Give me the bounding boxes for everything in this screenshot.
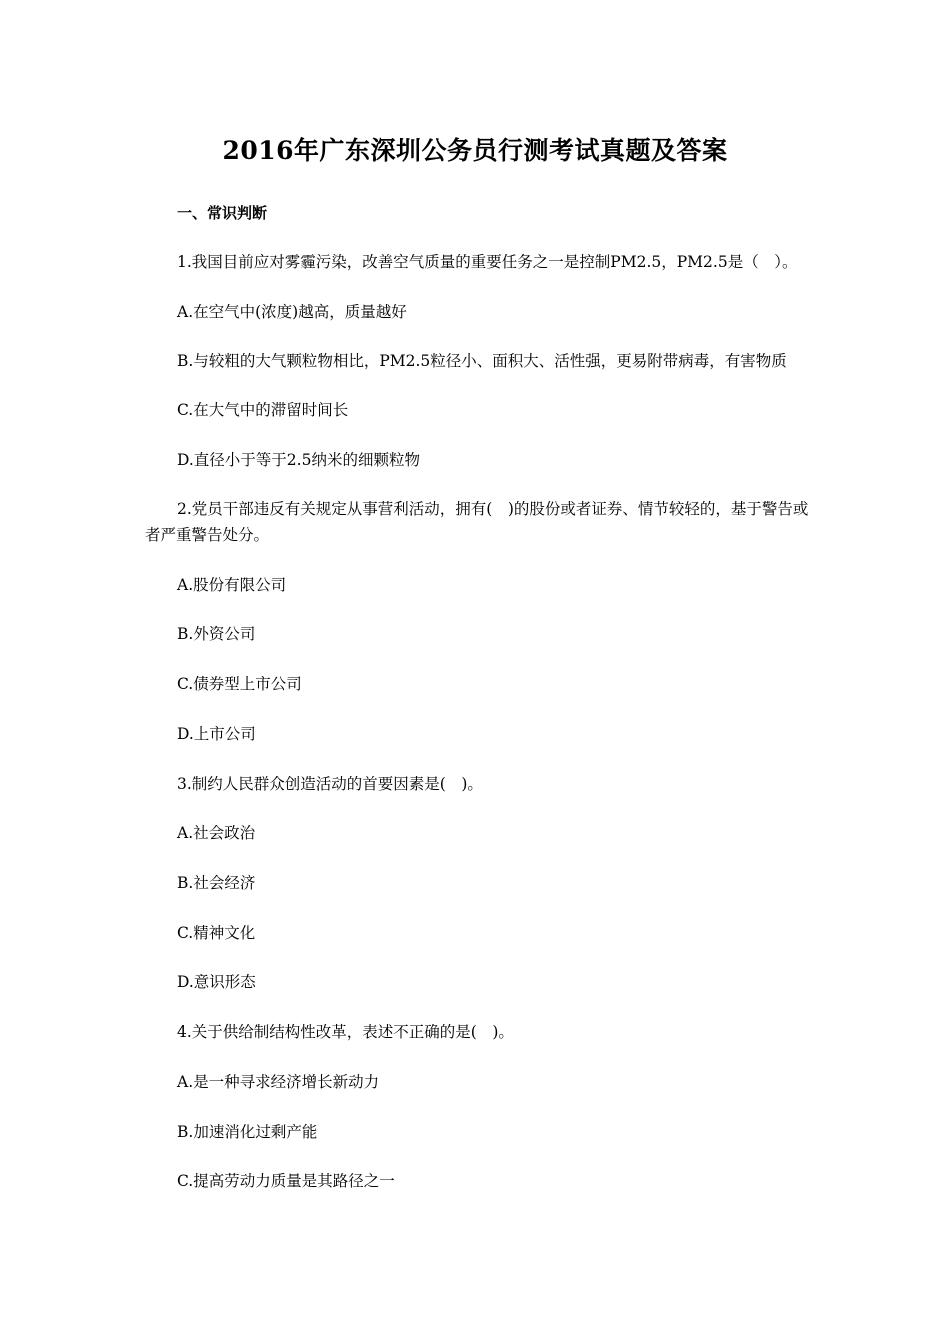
answer-option: C.在大气中的滞留时间长	[177, 401, 349, 419]
answer-option: C.提高劳动力质量是其路径之一	[177, 1172, 395, 1190]
answer-option: B.加速消化过剩产能	[177, 1123, 318, 1141]
answer-option: D.直径小于等于2.5纳米的细颗粒物	[177, 451, 420, 469]
question-stem: 3.制约人民群众创造活动的首要因素是( )。	[177, 775, 483, 793]
answer-option: D.意识形态	[177, 973, 256, 991]
document-title: 2016年广东深圳公务员行测考试真题及答案	[222, 136, 728, 165]
answer-option: B.社会经济	[177, 874, 256, 892]
question-stem: 2.党员干部违反有关规定从事营利活动，拥有( )的股份或者证券、情节较轻的，基于警告或者严重警告处分。	[145, 500, 809, 544]
question-stem: 4.关于供给制结构性改革，表述不正确的是( )。	[177, 1023, 514, 1041]
answer-option: C.债券型上市公司	[177, 675, 302, 693]
answer-option: B.外资公司	[177, 625, 256, 643]
answer-option: A.社会政治	[177, 824, 256, 842]
answer-option: D.上市公司	[177, 725, 256, 743]
section-heading: 一、常识判断	[177, 204, 268, 222]
answer-option: A.在空气中(浓度)越高，质量越好	[177, 303, 407, 321]
answer-option: B.与较粗的大气颗粒物相比，PM2.5粒径小、面积大、活性强，更易附带病毒，有害物质	[177, 352, 787, 370]
answer-option: C.精神文化	[177, 924, 256, 942]
answer-option: A.股份有限公司	[177, 576, 287, 594]
answer-option: A.是一种寻求经济增长新动力	[177, 1073, 380, 1091]
question-stem: 1.我国目前应对雾霾污染，改善空气质量的重要任务之一是控制PM2.5，PM2.5是（ ）。	[177, 253, 798, 271]
